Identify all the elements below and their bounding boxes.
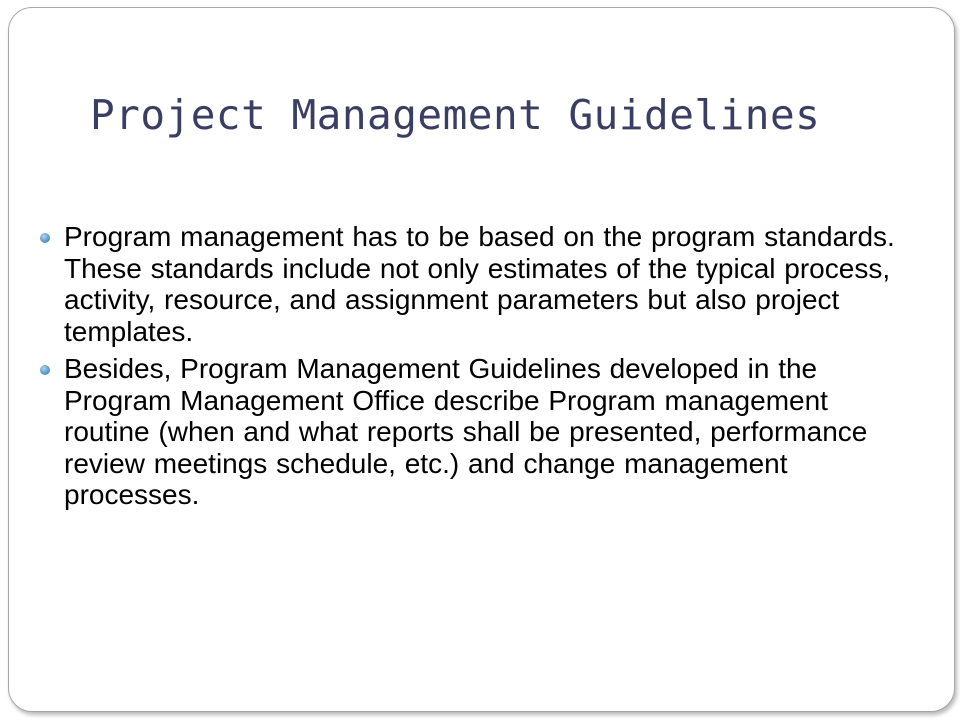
bullet-dot-icon [40,233,50,243]
bullet-item [64,221,914,347]
bullet-list [64,221,914,517]
bullet-text: Program management has to be based on the program standards. These standards include not only estimates of the typical process, activity, resource, and assignment parameters but also project templates. [64,221,895,347]
slide-title: Project Management Guidelines [90,91,821,139]
bullet-dot-icon [40,365,50,375]
bullet-text: Besides, Program Management Guidelines developed in the Program Management Office describe Program management routine (when and what reports shall be presented, performance review meetings schedule, etc.) and change management processes. [64,353,868,510]
bullet-item [64,353,914,511]
